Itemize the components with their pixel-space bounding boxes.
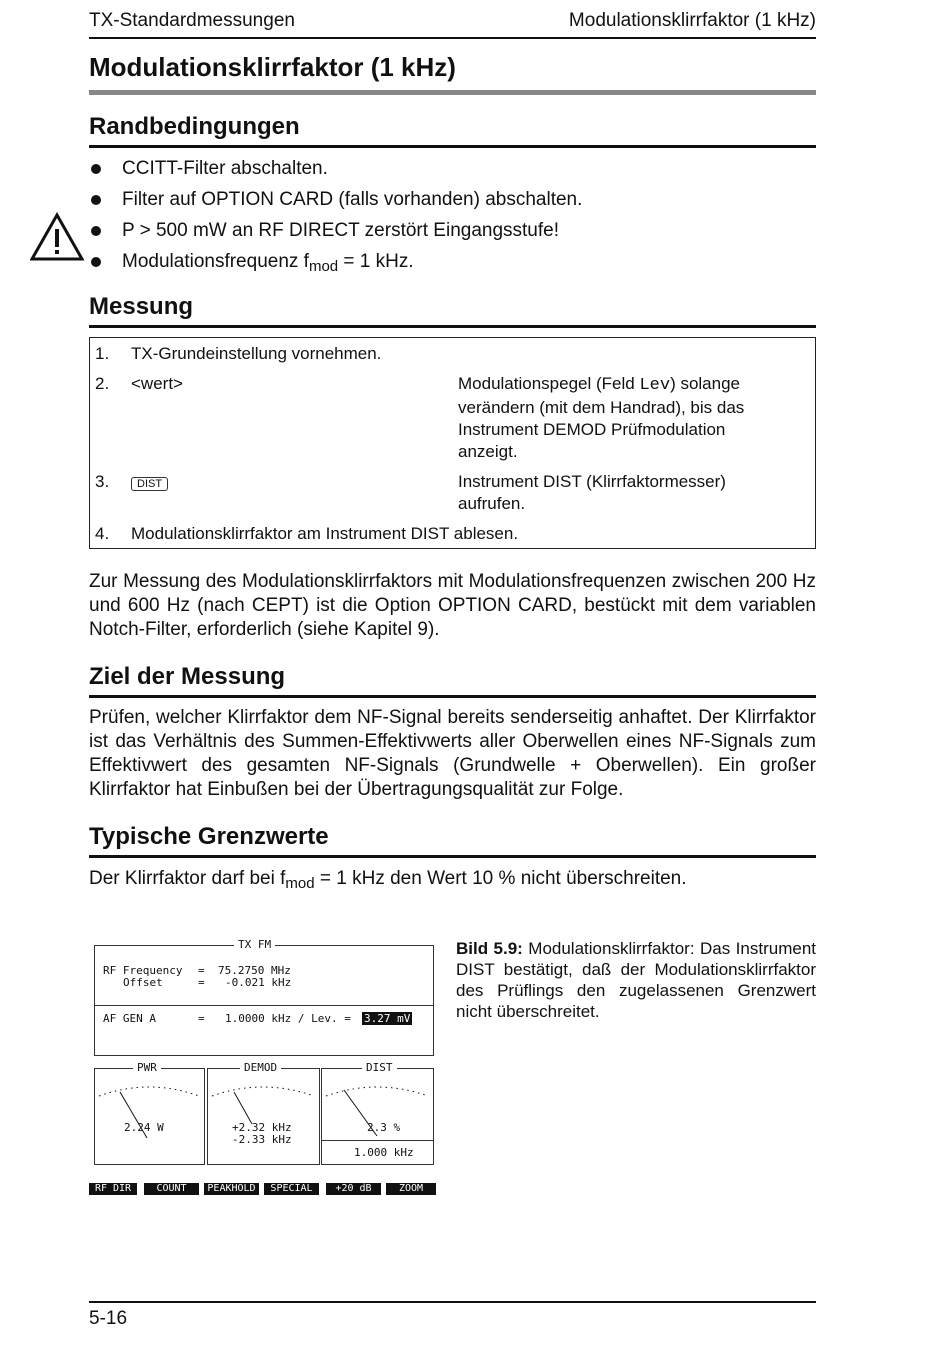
bullet-icon bbox=[91, 257, 101, 267]
step-description: Modulationspegel (Feld Lev) solange verändern (mit dem Handrad), bis das Instrument DEMOD Prüfmodulation anzeigt. bbox=[458, 374, 745, 461]
list-item: CCITT-Filter abschalten. bbox=[89, 156, 582, 187]
step-description: Instrument DIST (Klirrfaktormesser) aufrufen. bbox=[458, 472, 726, 513]
pwr-label: PWR bbox=[133, 1061, 161, 1074]
paragraph-cept: Zur Messung des Modulationsklirrfaktors mit Modulationsfrequenzen zwischen 200 Hz und 600 Hz (nach CEPT) ist die Option OPTION CARD, bestückt mit dem variablen Notch-Filter, erforderlich (siehe Kapitel 9). bbox=[89, 571, 816, 640]
softkey-count[interactable]: COUNT bbox=[144, 1183, 199, 1195]
table-row bbox=[90, 365, 816, 463]
section-heading-measurement: Messung bbox=[89, 293, 194, 320]
table-row bbox=[90, 463, 816, 515]
step-number: 4. bbox=[95, 524, 110, 543]
running-header-right: Modulationsklirrfaktor (1 kHz) bbox=[568, 10, 816, 31]
section-heading-goal: Ziel der Messung bbox=[89, 663, 286, 690]
table-row bbox=[90, 515, 816, 549]
list-item: P > 500 mW an RF DIRECT zerstört Eingangsstufe! bbox=[89, 218, 582, 249]
rf-frequency-value: 75.2750 MHz bbox=[218, 964, 291, 977]
demod-value-positive: +2.32 kHz bbox=[232, 1121, 292, 1134]
equals-sign: = bbox=[198, 976, 205, 989]
softkey-special[interactable]: SPECIAL bbox=[264, 1183, 319, 1195]
list-item: Modulationsfrequenz $f_{mod} = 1$ kHz. bbox=[89, 249, 582, 280]
softkey-peakhold[interactable]: PEAKHOLD bbox=[204, 1183, 259, 1195]
measurement-steps-table bbox=[89, 337, 816, 549]
afgen-level-field[interactable]: 3.27 mV bbox=[364, 1012, 411, 1025]
paragraph-limits: Der Klirrfaktor darf bei $f_{mod} = 1$ kHz den Wert 10 % nicht überschreiten. bbox=[89, 868, 687, 892]
figure-caption: Bild 5.9: Modulationsklirrfaktor: Das Instrument DIST bestätigt, daß der Modulationsklirrfaktor des Prüflings den zugelassenen Grenzwert nicht überschreitet. bbox=[456, 939, 816, 1021]
dist-divider bbox=[321, 1140, 433, 1141]
softkey-zoom[interactable]: ZOOM bbox=[386, 1183, 436, 1195]
offset-label: Offset bbox=[123, 976, 163, 989]
demod-value-negative: -2.33 kHz bbox=[232, 1133, 292, 1146]
panel-divider bbox=[94, 1005, 434, 1006]
dist-frequency: 1.000 kHz bbox=[354, 1146, 414, 1159]
conditions-list bbox=[89, 156, 582, 280]
softkey-plus20db[interactable]: +20 dB bbox=[326, 1183, 381, 1195]
bullet-icon bbox=[91, 195, 101, 205]
step-input: <wert> bbox=[131, 374, 183, 393]
dist-key: DIST bbox=[131, 477, 168, 491]
dist-value: 2.3 % bbox=[367, 1121, 401, 1134]
softkey-rf-dir[interactable]: RF DIR bbox=[89, 1183, 137, 1195]
title-rule bbox=[89, 90, 816, 95]
running-header-left: TX-Standardmessungen bbox=[89, 10, 295, 31]
warning-icon bbox=[30, 212, 84, 262]
footer-rule bbox=[89, 1301, 816, 1303]
afgen-value: 1.0000 kHz / Lev. = bbox=[225, 1012, 351, 1025]
bullet-icon bbox=[91, 226, 101, 236]
equals-sign: = bbox=[198, 1012, 205, 1025]
section-rule bbox=[89, 325, 816, 328]
bullet-icon bbox=[91, 164, 101, 174]
step-text: TX-Grundeinstellung vornehmen. bbox=[131, 344, 382, 363]
header-rule bbox=[89, 37, 816, 39]
section-rule bbox=[89, 855, 816, 858]
dist-label: DIST bbox=[362, 1061, 397, 1074]
paragraph-goal: Prüfen, welcher Klirrfaktor dem NF-Signal bereits senderseitig anhaftet. Der Klirrfaktor ist das Verhältnis des Summen-Effektivwerts aller Oberwellen eines NF-Signals zum Effektivwert des gesamten NF-Signals (Grundwelle + Oberwellen). Ein großer Klirrfaktor hat Einbußen bei der Übertragungsqualität zur Folge. bbox=[89, 707, 816, 800]
step-number: 1. bbox=[95, 344, 110, 363]
equals-sign: = bbox=[198, 964, 205, 977]
tx-fm-panel bbox=[94, 945, 434, 1056]
pwr-value: 2.24 W bbox=[124, 1121, 164, 1134]
section-heading-conditions: Randbedingungen bbox=[89, 113, 300, 140]
page-title: Modulationsklirrfaktor (1 kHz) bbox=[89, 52, 456, 82]
section-heading-limits: Typische Grenzwerte bbox=[89, 823, 329, 850]
page-number: 5-16 bbox=[89, 1308, 128, 1329]
afgen-label: AF GEN A bbox=[103, 1012, 156, 1025]
table-row bbox=[90, 338, 816, 366]
section-rule bbox=[89, 695, 816, 698]
step-number: 3. bbox=[95, 472, 110, 491]
list-item: Filter auf OPTION CARD (falls vorhanden) abschalten. bbox=[89, 187, 582, 218]
step-number: 2. bbox=[95, 374, 110, 393]
section-rule bbox=[89, 145, 816, 148]
demod-label: DEMOD bbox=[240, 1061, 281, 1074]
panel-title: TX FM bbox=[234, 938, 275, 951]
offset-value: -0.021 kHz bbox=[225, 976, 292, 989]
rf-frequency-label: RF Frequency bbox=[103, 964, 183, 977]
step-text: Modulationsklirrfaktor am Instrument DIST ablesen. bbox=[131, 524, 519, 543]
